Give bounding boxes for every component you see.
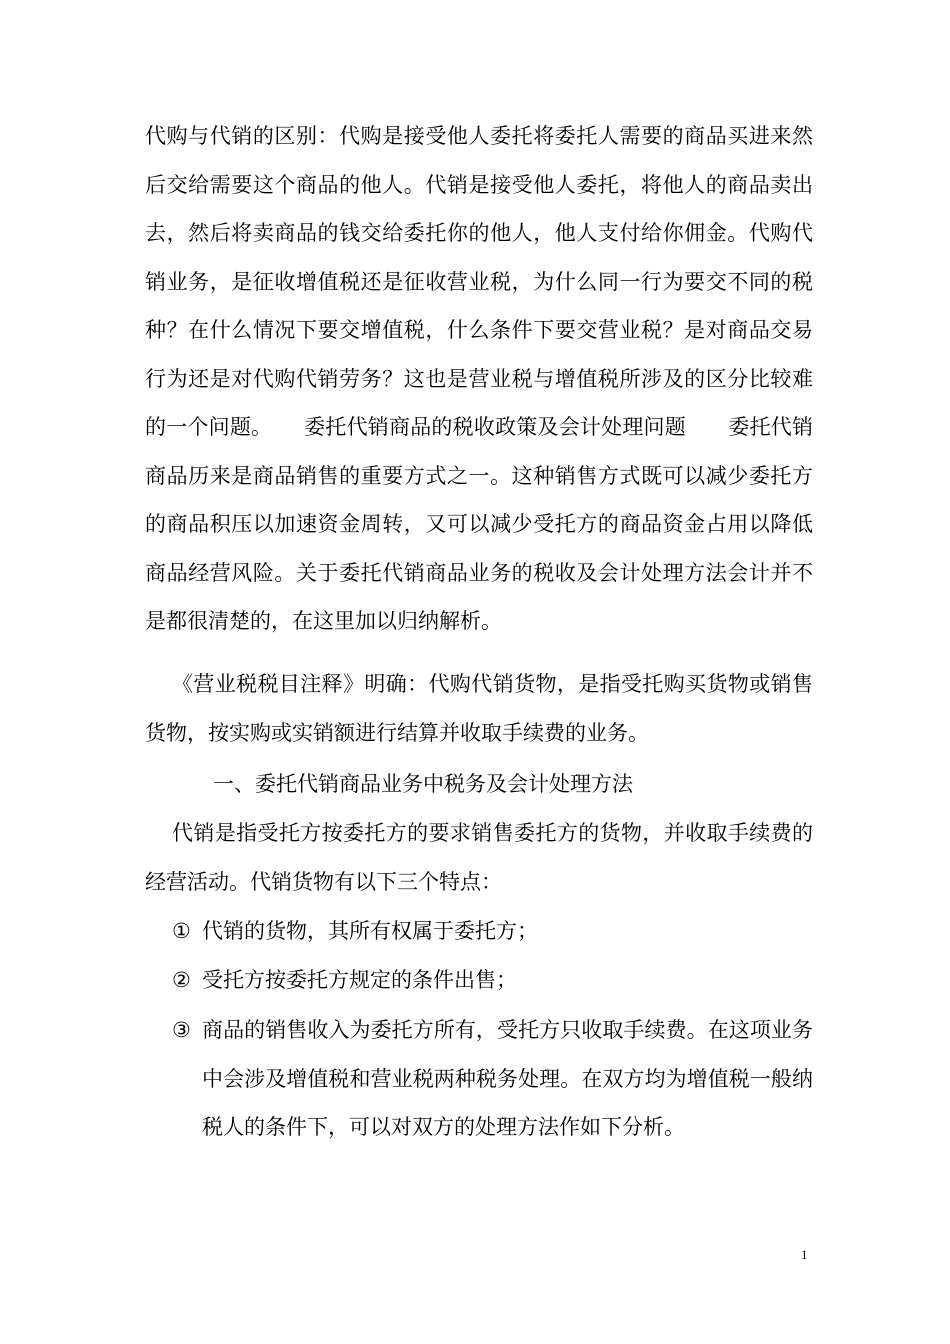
paragraph-business-tax-annotation: 《营业税税目注释》明确：代购代销货物，是指受托购买货物或销售货物，按实购或实销额进行结算并收取手续费的业务。 (145, 672, 813, 745)
list-marker: ① (172, 919, 191, 943)
section-heading: 一、委托代销商品业务中税务及会计处理方法 (213, 772, 633, 796)
list-item-text: 代销的货物，其所有权属于委托方； (202, 919, 538, 943)
list-marker: ② (172, 968, 191, 992)
list-marker: ③ (172, 1018, 191, 1042)
list-item (172, 1006, 813, 1152)
list-item-text: 商品的销售收入为委托方所有，受托方只收取手续费。在这项业务中会涉及增值税和营业税两种税务处理。在双方均为增值税一般纳税人的条件下，可以对双方的处理方法作如下分析。 (202, 1018, 813, 1139)
page-number: 1 (801, 1247, 808, 1262)
list-item-text: 受托方按委托方规定的条件出售； (202, 968, 517, 992)
list-item (172, 907, 813, 956)
paragraph-consignment-definition: 代销是指受托方按委托方的要求销售委托方的货物，并收取手续费的经营活动。代销货物有以下三个特点： (145, 821, 813, 894)
paragraph-agency-purchase-vs-consignment: 代购与代销的区别：代购是接受他人委托将委托人需要的商品买进来然后交给需要这个商品的他人。代销是接受他人委托，将他人的商品卖出去，然后将卖商品的钱交给委托你的他人，他人支付给你佣金。代购代销业务，是征收增值税还是征收营业税，为什么同一行为要交不同的税种？在什么情况下要交增值税，什么条件下要交营业税？是对商品交易行为还是对代购代销劳务？这也是营业税与增值税所涉及的区分比较难的一个问题。 委托代销商品的税收政策及会计处理问题 委托代销商品历来是商品销售的重要方式之一。这种销售方式既可以减少委托方的商品积压以加速资金周转，又可以减少受托方的商品资金占用以降低商品经营风险。关于委托代销商品业务的税收及会计处理方法会计并不是都很清楚的，在这里加以归纳解析。 (145, 124, 813, 633)
list-item (172, 956, 813, 1005)
